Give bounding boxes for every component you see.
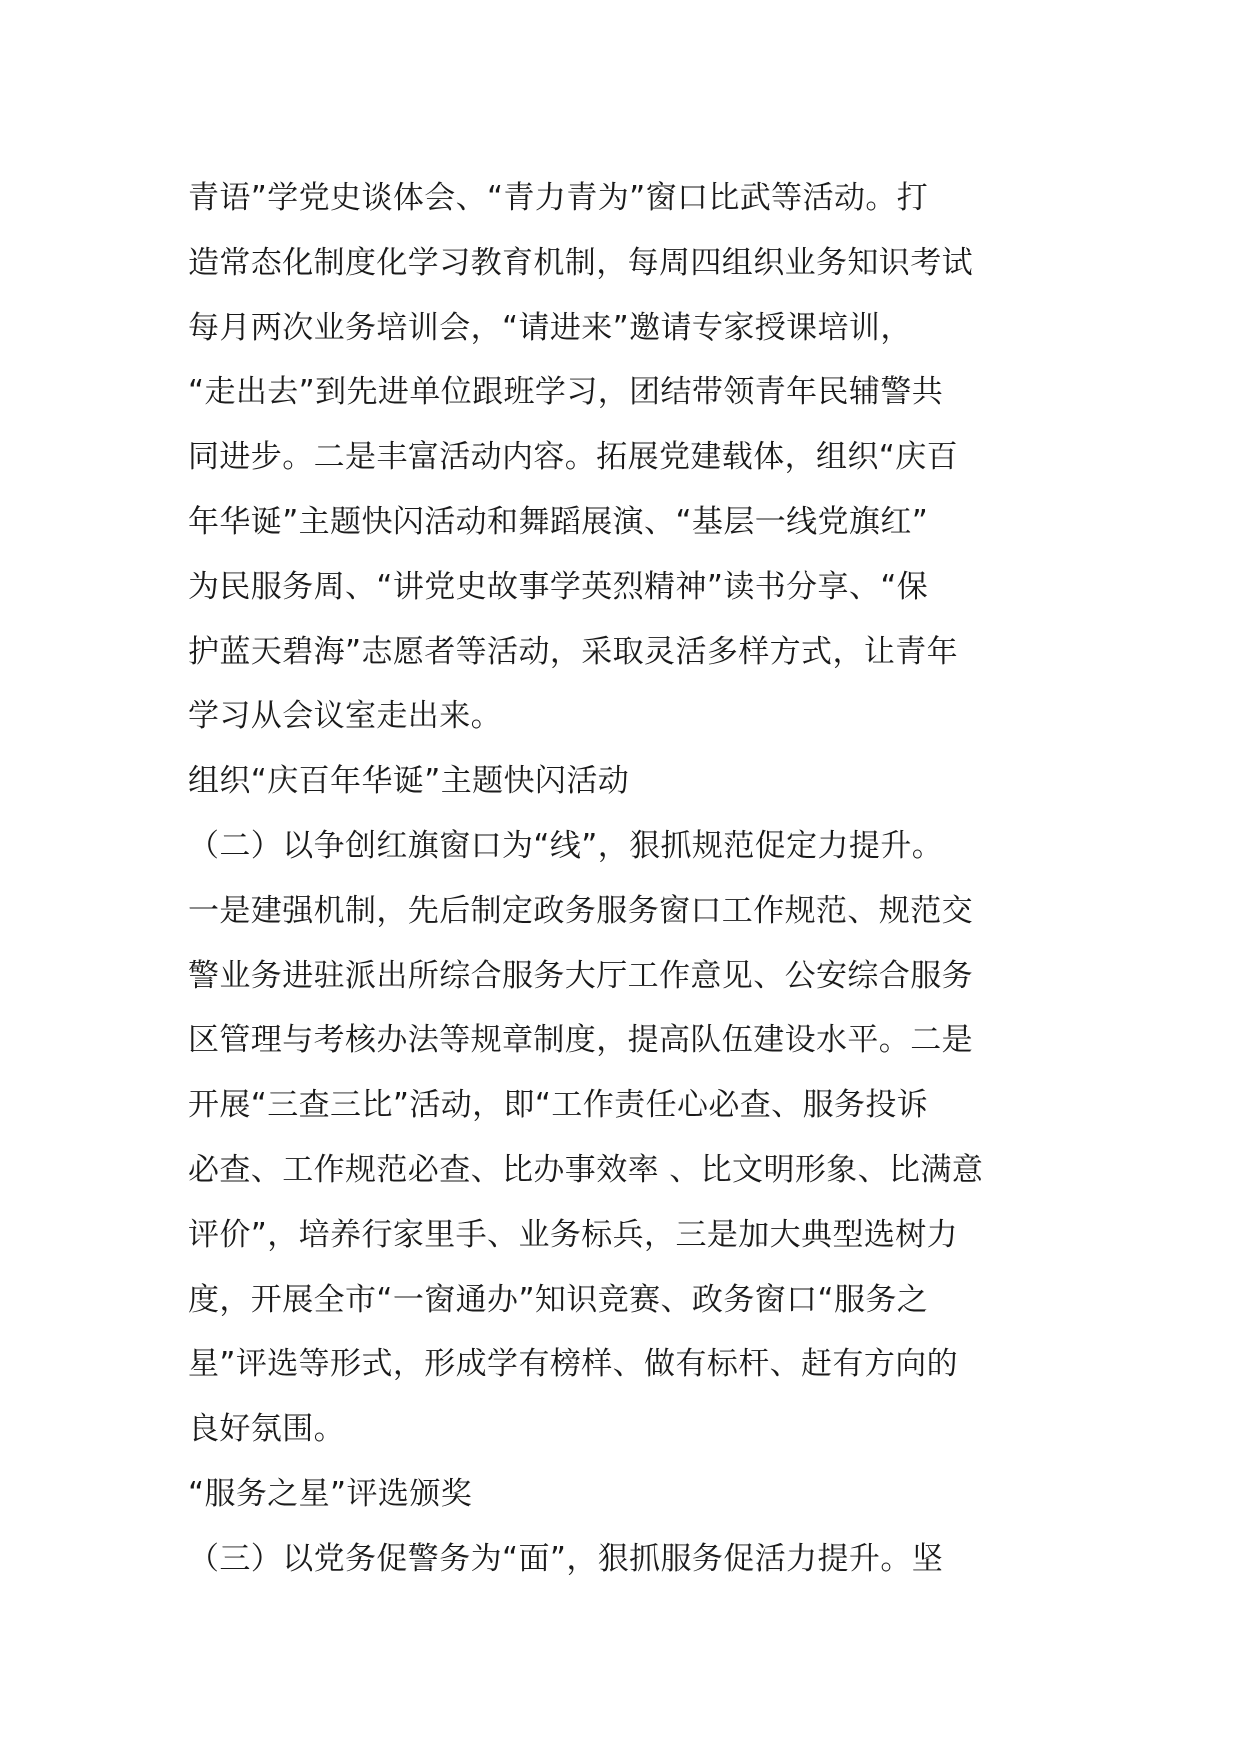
text-line: 度，开展全市“一窗通办”知识竞赛、政务窗口“服务之 (188, 1281, 929, 1318)
text-line: 造常态化制度化学习教育机制，每周四组织业务知识考试 (188, 244, 973, 281)
text-line: 警业务进驻派出所综合服务大厅工作意见、公安综合服务 (188, 957, 973, 994)
image-caption: “服务之星”评选颁奖 (188, 1475, 473, 1512)
section-heading: （二）以争创红旗窗口为“线”，狠抓规范促定力提升。 (188, 827, 944, 864)
text-line: 护蓝天碧海”志愿者等活动，采取灵活多样方式，让青年 (188, 633, 959, 670)
document-body (188, 166, 1058, 1592)
text-line: 一是建强机制，先后制定政务服务窗口工作规范、规范交 (188, 892, 973, 929)
text-line: 星”评选等形式，形成学有榜样、做有标杆、赶有方向的 (188, 1346, 959, 1383)
section-heading: （三）以党务促警务为“面”，狠抓服务促活力提升。坚 (188, 1540, 944, 1577)
text-line: 学习从会议室走出来。 (188, 698, 502, 735)
image-caption: 组织“庆百年华诞”主题快闪活动 (188, 763, 630, 800)
text-line: 为民服务周、“讲党史故事学英烈精神”读书分享、“保 (188, 568, 929, 605)
text-line: 青语”学党史谈体会、“青力青为”窗口比武等活动。打 (188, 180, 929, 216)
text-line: 年华诞”主题快闪活动和舞蹈展演、“基层一线党旗红” (188, 503, 929, 540)
text-line: “走出去”到先进单位跟班学习，团结带领青年民辅警共 (188, 374, 944, 411)
text-line: 开展“三查三比”活动，即“工作责任心必查、服务投诉 (188, 1087, 929, 1124)
text-line: 区管理与考核办法等规章制度，提高队伍建设水平。二是 (188, 1022, 973, 1059)
text-line: 每月两次业务培训会，“请进来”邀请专家授课培训， (188, 309, 912, 346)
text-line: 良好氛围。 (188, 1411, 345, 1448)
text-line: 必查、工作规范必查、比办事效率 、比文明形象、比满意 (188, 1151, 984, 1188)
text-line: 评价”，培养行家里手、业务标兵，三是加大典型选树力 (188, 1216, 959, 1253)
text-line: 同进步。二是丰富活动内容。拓展党建载体，组织“庆百 (188, 439, 959, 476)
